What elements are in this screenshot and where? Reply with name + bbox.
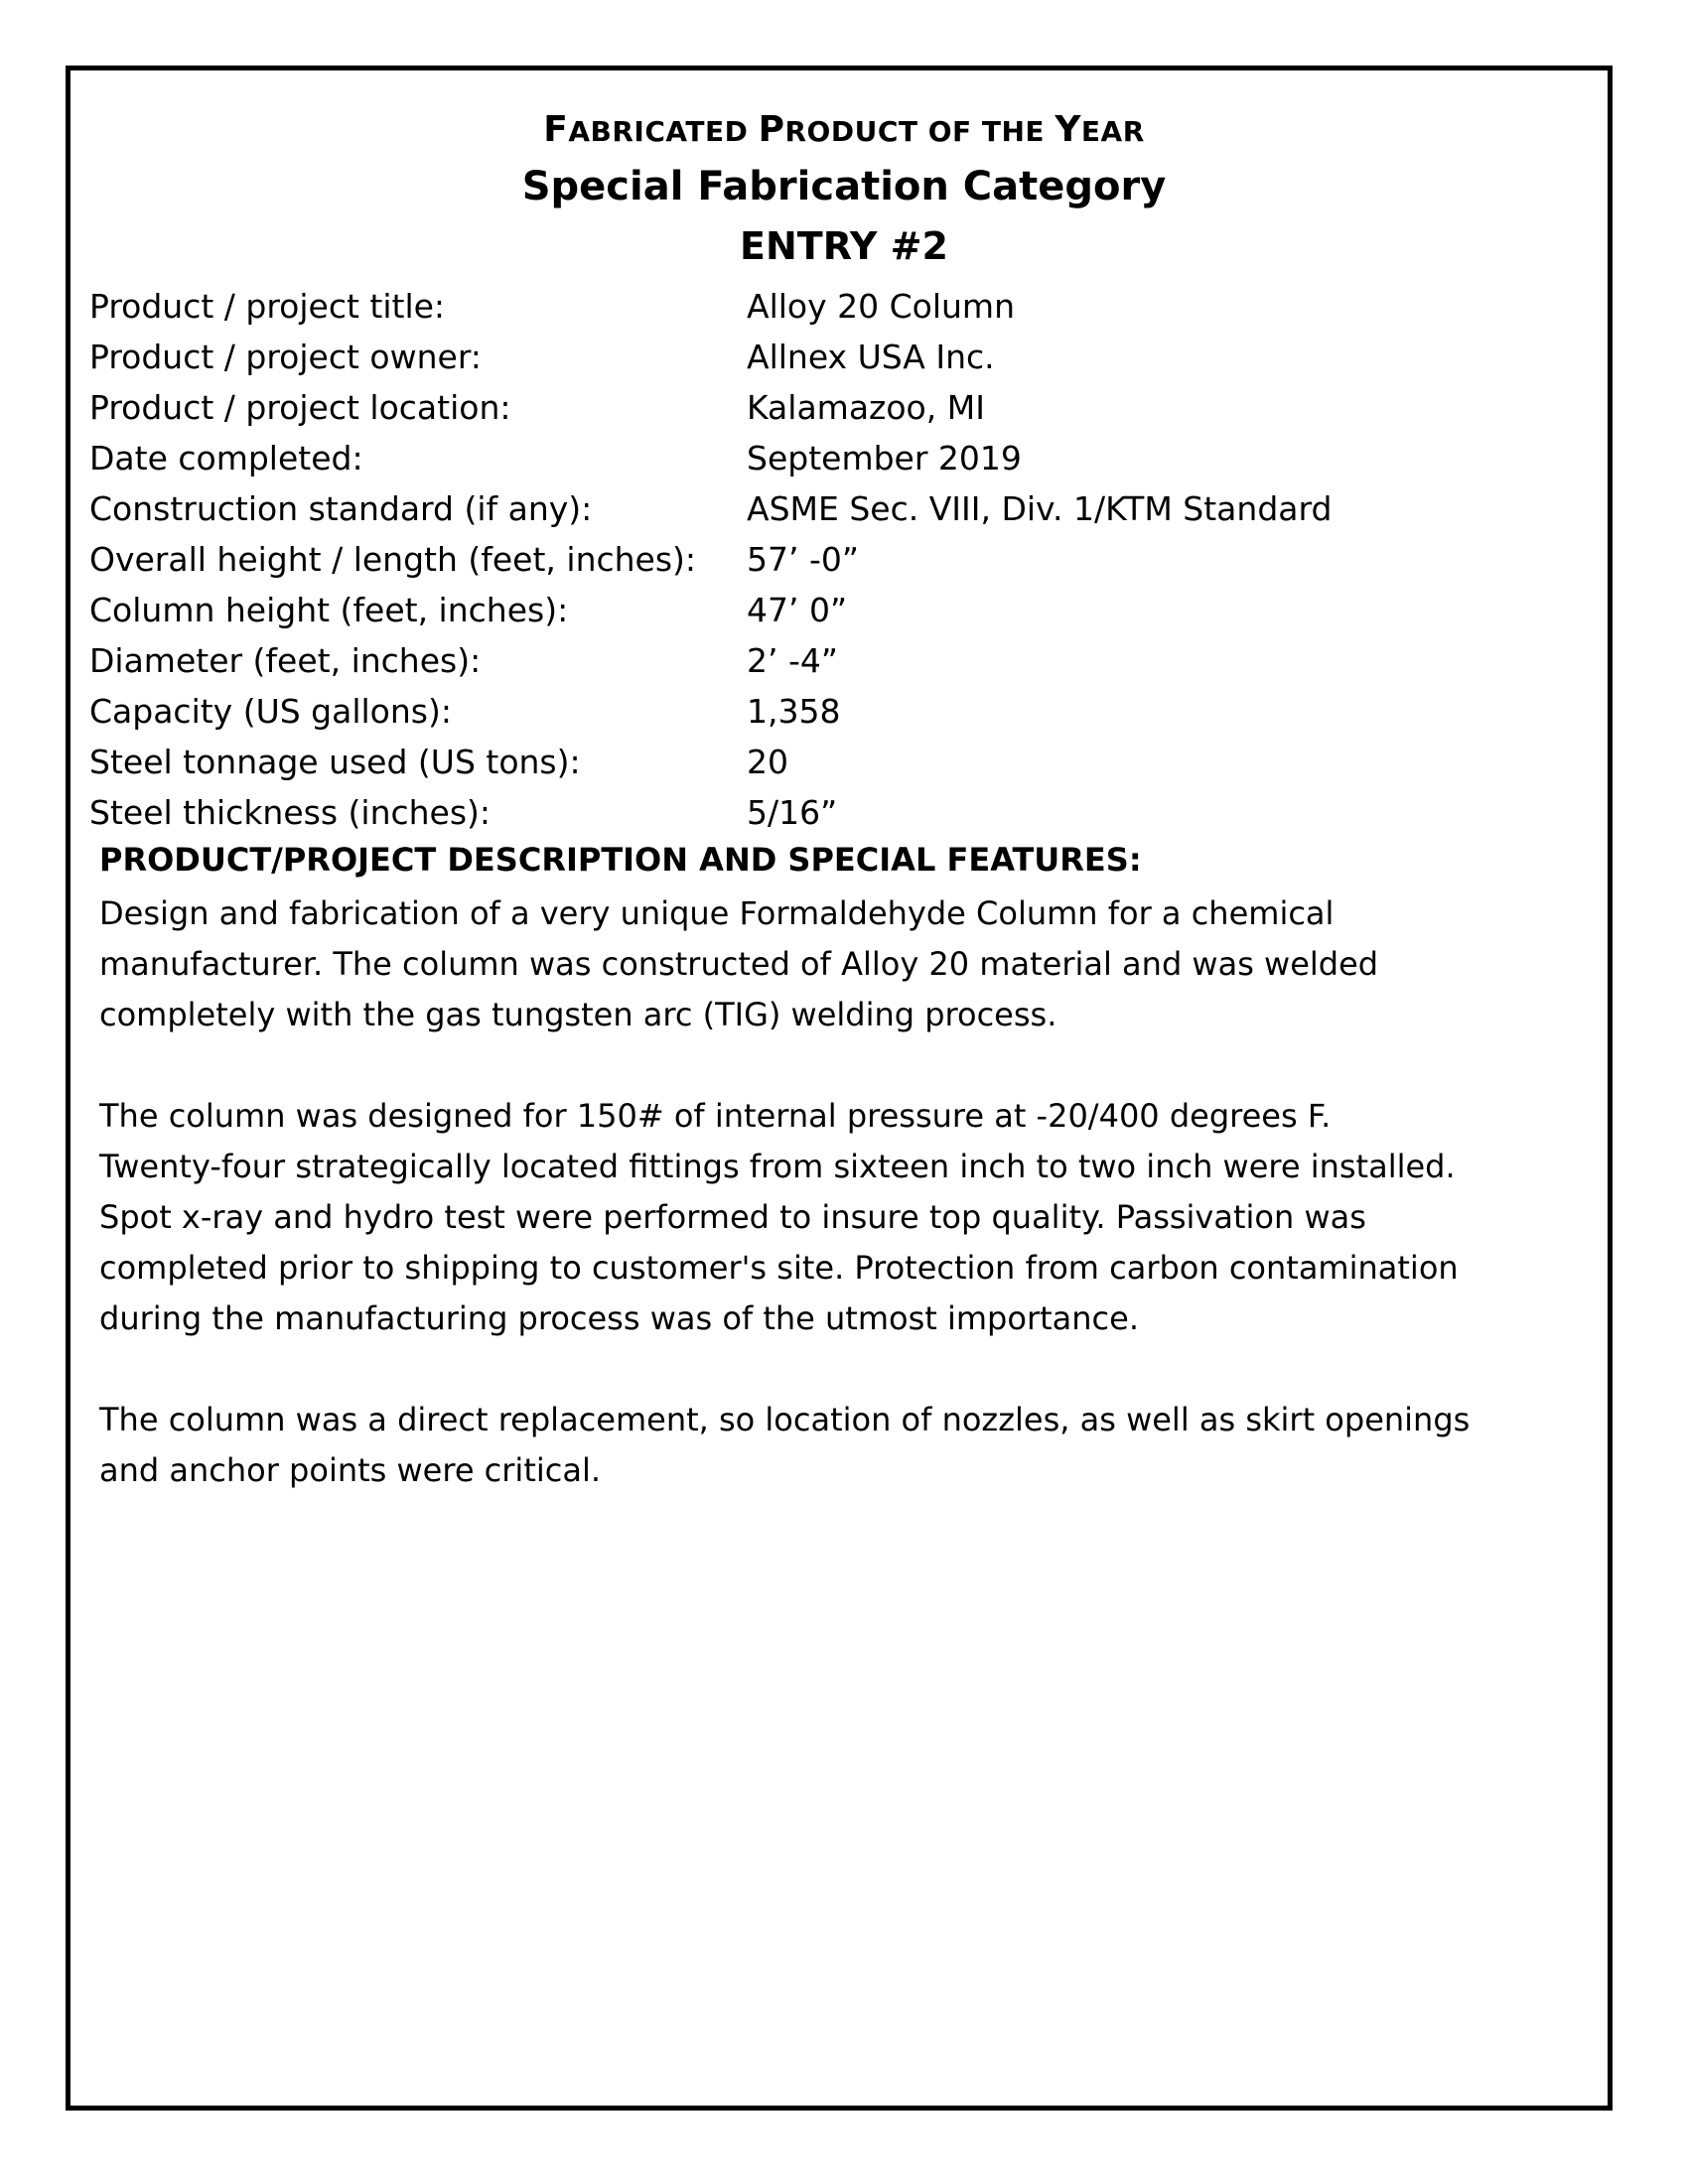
field-value: Alloy 20 Column [747,287,1015,326]
field-row-title [89,281,1559,332]
description-line: completed prior to shipping to customer's site. Protection from carbon contamination [99,1249,1459,1287]
description-body [99,888,1589,1547]
field-label: Column height (feet, inches): [89,591,569,629]
category-heading: Special Fabrication Category [521,164,1167,209]
description-paragraph [99,888,1589,1040]
field-value: 2’ -4” [747,641,838,680]
field-value: 5/16” [747,793,838,832]
entry-heading: ENTRY #2 [740,224,948,268]
field-row-date [89,433,1559,483]
field-row-standard [89,483,1559,534]
award-heading: FABRICATED PRODUCT OF THE YEAR [543,109,1145,150]
field-value: 20 [747,743,788,781]
field-value: ASME Sec. VIII, Div. 1/KTM Standard [747,489,1333,528]
description-line: manufacturer. The column was constructed of Alloy 20 material and was welded [99,945,1379,983]
field-row-overall-height [89,534,1559,585]
field-row-tonnage [89,737,1559,787]
description-line: during the manufacturing process was of the utmost importance. [99,1299,1139,1337]
field-label: Date completed: [89,439,363,478]
description-heading: PRODUCT/PROJECT DESCRIPTION AND SPECIAL FEATURES: [99,841,1142,879]
description-line: The column was a direct replacement, so location of nozzles, as well as skirt openings [99,1401,1471,1438]
field-row-owner [89,332,1559,382]
field-value: Kalamazoo, MI [747,388,985,427]
description-line: completely with the gas tungsten arc (TIG) welding process. [99,996,1057,1033]
field-label: Overall height / length (feet, inches): [89,540,697,579]
description-line: Design and fabrication of a very unique Formaldehyde Column for a chemical [99,894,1335,932]
field-label: Diameter (feet, inches): [89,641,482,680]
field-label: Capacity (US gallons): [89,692,452,731]
description-line: Twenty-four strategically located fittings from sixteen inch to two inch were installed. [99,1148,1456,1185]
field-label: Steel thickness (inches): [89,793,492,832]
description-line: and anchor points were critical. [99,1451,602,1489]
description-paragraph [99,1091,1589,1344]
field-row-capacity [89,686,1559,737]
field-value: Allnex USA Inc. [747,338,995,376]
field-row-thickness [89,787,1559,838]
field-value: September 2019 [747,439,1022,478]
description-line: The column was designed for 150# of internal pressure at -20/400 degrees F. [99,1097,1332,1135]
project-fields [89,281,1559,838]
field-value: 1,358 [747,692,841,731]
field-label: Product / project owner: [89,338,482,376]
field-label: Construction standard (if any): [89,489,593,528]
field-label: Product / project location: [89,388,511,427]
description-paragraph [99,1395,1589,1496]
field-value: 47’ 0” [747,591,848,629]
field-label: Steel tonnage used (US tons): [89,743,581,781]
field-value: 57’ -0” [747,540,859,579]
field-label: Product / project title: [89,287,446,326]
field-row-diameter [89,635,1559,686]
description-line: Spot x-ray and hydro test were performed to insure top quality. Passivation was [99,1198,1366,1236]
field-row-column-height [89,585,1559,635]
field-row-location [89,382,1559,433]
